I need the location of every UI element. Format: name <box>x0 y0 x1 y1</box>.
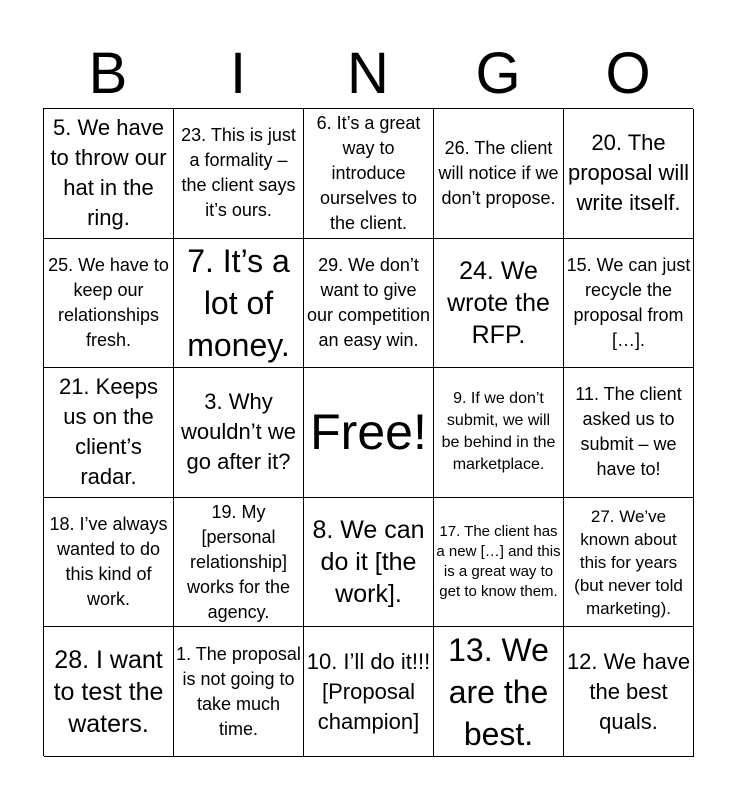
bingo-cell[interactable] <box>434 109 564 239</box>
bingo-cell[interactable] <box>44 109 174 239</box>
cell-text: 12. We have the best quals. <box>566 648 691 734</box>
cell-text: 29. We don’t want to give our competition an easy win. <box>306 254 431 350</box>
cell-text: 7. It’s a lot of money. <box>187 242 290 363</box>
cell-text: 13. We are the best. <box>448 631 549 752</box>
cell-text: 26. The client will notice if we don’t propose. <box>438 137 559 208</box>
bingo-cell[interactable] <box>564 627 694 757</box>
bingo-cell[interactable] <box>44 498 174 628</box>
cell-text: 23. This is just a formality – the client says it’s ours. <box>181 125 296 221</box>
cell-text: 25. We have to keep our relationships fresh. <box>48 254 169 350</box>
bingo-cell[interactable] <box>564 239 694 369</box>
cell-text: 9. If we don’t submit, we will be behind in the marketplace. <box>441 390 556 474</box>
bingo-cell[interactable] <box>44 368 174 498</box>
free-space-cell[interactable] <box>304 368 434 498</box>
cell-text: 8. We can do it [the work]. <box>312 516 425 609</box>
header-letter-o: O <box>605 41 651 106</box>
bingo-header <box>43 40 693 108</box>
cell-text: 15. We can just recycle the proposal from […]. <box>566 254 691 350</box>
bingo-cell[interactable] <box>304 239 434 369</box>
cell-text: 20. The proposal will write itself. <box>567 130 690 216</box>
bingo-cell[interactable] <box>434 239 564 369</box>
bingo-cell[interactable] <box>304 627 434 757</box>
bingo-cell[interactable] <box>304 498 434 628</box>
bingo-cell[interactable] <box>174 109 304 239</box>
cell-text: 5. We have to throw our hat in the ring. <box>50 115 167 231</box>
header-letter-i: I <box>229 41 247 106</box>
bingo-cell[interactable] <box>564 498 694 628</box>
cell-text: 19. My [personal relationship] works for the agency. <box>186 501 291 622</box>
bingo-cell[interactable] <box>44 239 174 369</box>
cell-text: 1. The proposal is not going to take much time. <box>176 643 301 739</box>
cell-text: 21. Keeps us on the client’s radar. <box>58 374 159 490</box>
bingo-cell[interactable] <box>434 498 564 628</box>
bingo-cell[interactable] <box>564 109 694 239</box>
bingo-cell[interactable] <box>304 109 434 239</box>
free-space-text: Free! <box>310 404 427 461</box>
header-letter-g: G <box>475 41 521 106</box>
bingo-cell[interactable] <box>564 368 694 498</box>
cell-text: 24. We wrote the RFP. <box>447 256 550 349</box>
cell-text: 10. I’ll do it!!! [Proposal champion] <box>306 648 431 734</box>
bingo-cell[interactable] <box>174 239 304 369</box>
bingo-cell[interactable] <box>434 368 564 498</box>
bingo-cell[interactable] <box>174 368 304 498</box>
bingo-cell[interactable] <box>434 627 564 757</box>
bingo-cell[interactable] <box>174 627 304 757</box>
cell-text: 27. We’ve known about this for years (but never told marketing). <box>574 506 683 618</box>
bingo-card-grid <box>43 108 693 756</box>
cell-text: 6. It’s a great way to introduce ourselves to the client. <box>316 112 421 233</box>
header-letter-b: B <box>88 41 128 106</box>
bingo-cell[interactable] <box>174 498 304 628</box>
cell-text: 11. The client asked us to submit – we have to! <box>575 384 682 480</box>
cell-text: 18. I’ve always wanted to do this kind of work. <box>49 514 168 610</box>
cell-text: 17. The client has a new […] and this is a great way to get to know them. <box>436 523 561 601</box>
header-letter-n: N <box>347 41 389 106</box>
cell-text: 3. Why wouldn’t we go after it? <box>181 389 296 475</box>
cell-text: 28. I want to test the waters. <box>53 645 164 738</box>
bingo-cell[interactable] <box>44 627 174 757</box>
